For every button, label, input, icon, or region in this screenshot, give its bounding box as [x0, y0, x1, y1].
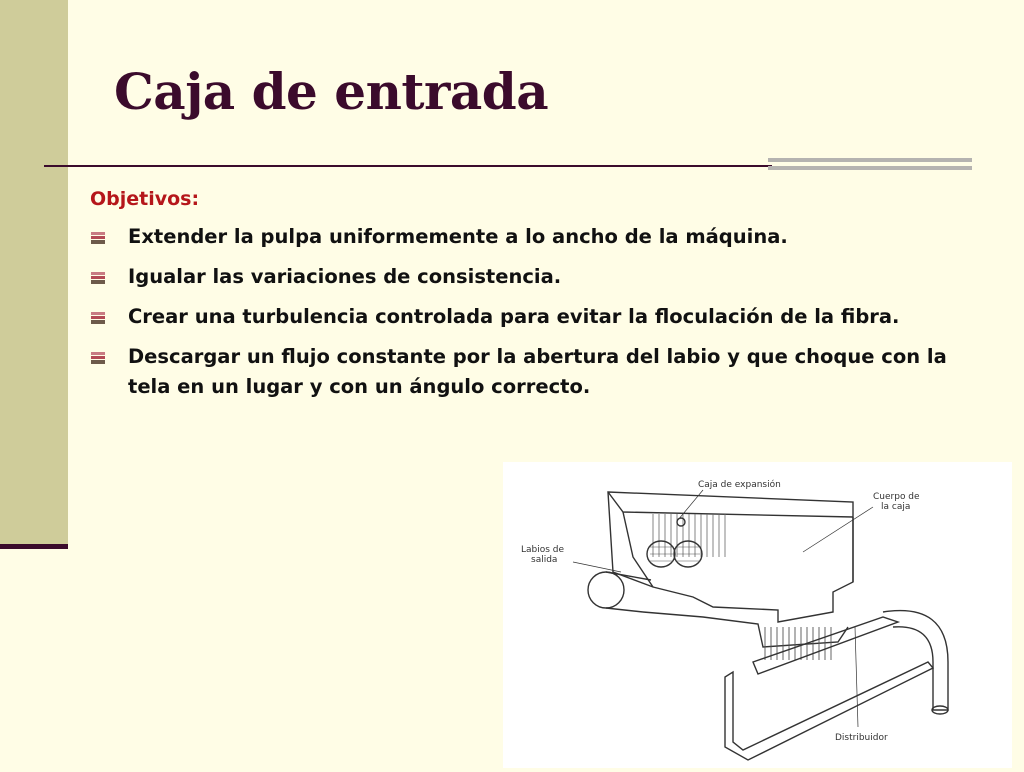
headbox-body-label-line1: Cuerpo de: [873, 492, 920, 502]
bullet-icon: [90, 351, 106, 365]
bullet-text: Descargar un flujo constante por la abertura del labio y que choque con la tela en un lugar y con un ángulo correcto.: [128, 345, 947, 398]
list-item: [90, 302, 990, 332]
sidebar-foot-line: [0, 544, 68, 549]
headbox-body-label-line2: la caja: [881, 502, 911, 512]
objectives-list: [90, 222, 990, 402]
title-divider: [44, 165, 772, 167]
bullet-icon: [90, 231, 106, 245]
page-title: Caja de entrada: [114, 62, 549, 121]
outlet-lips-label-line2: salida: [531, 555, 558, 565]
expansion-box-label: Caja de expansión: [698, 480, 781, 490]
headbox-diagram: [503, 462, 1012, 768]
bullet-text: Extender la pulpa uniformemente a lo ancho de la máquina.: [128, 225, 788, 248]
bullet-icon: [90, 311, 106, 325]
objectives-heading: Objetivos:: [90, 188, 200, 210]
bullet-text: Igualar las variaciones de consistencia.: [128, 265, 562, 288]
headbox-drawing: [503, 462, 1012, 768]
list-item: [90, 222, 990, 252]
distributor-label: Distribuidor: [835, 733, 888, 743]
list-item: [90, 342, 990, 402]
bullet-icon: [90, 271, 106, 285]
bullet-text: Crear una turbulencia controlada para evitar la floculación de la fibra.: [128, 305, 900, 328]
outlet-lips-label-line1: Labios de: [521, 545, 565, 555]
list-item: [90, 262, 990, 292]
slide-content: [90, 188, 990, 412]
sidebar-band: [0, 0, 68, 545]
title-divider-accent: [768, 158, 972, 178]
